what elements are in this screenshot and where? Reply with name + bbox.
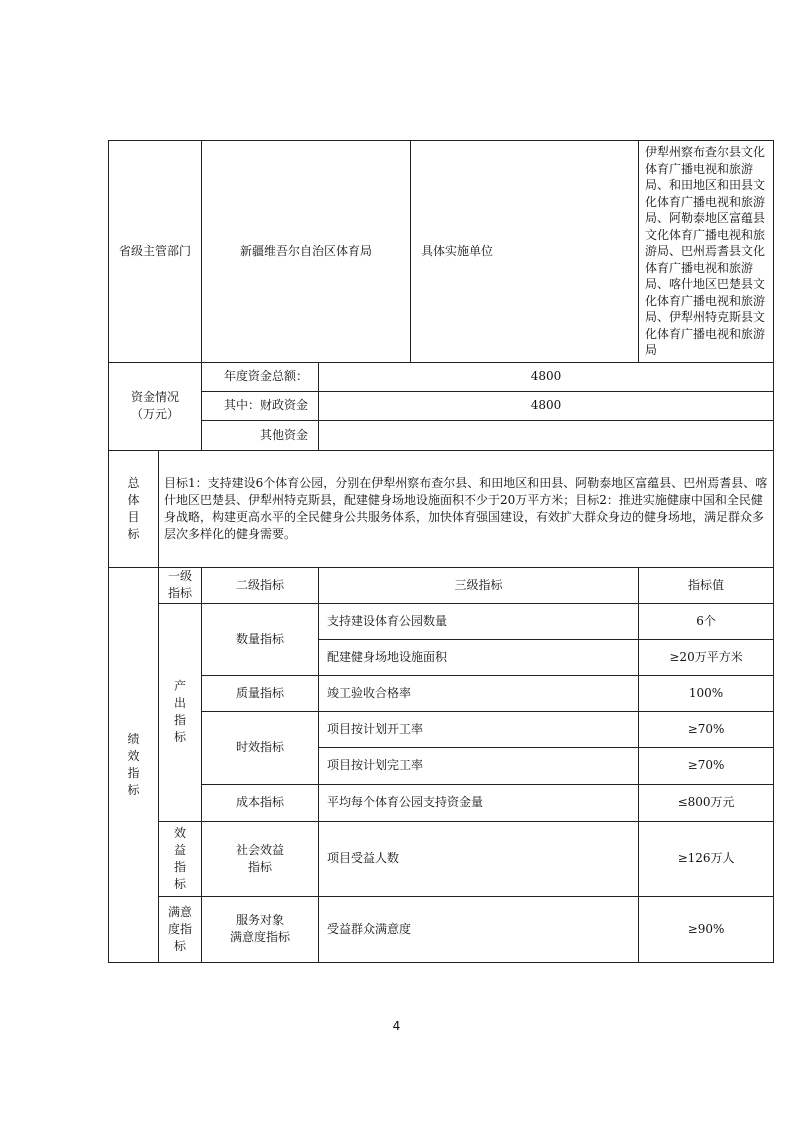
dept-value: 新疆维吾尔自治区体育局 (202, 141, 411, 363)
cost-label: 成本指标 (202, 784, 319, 821)
funds-row-other (109, 420, 774, 450)
perf-label: 绩 效 指 标 (109, 567, 159, 962)
funds-row-fiscal (109, 391, 774, 420)
cost-value: ≤800万元 (639, 784, 774, 821)
funds-row-total (109, 362, 774, 391)
service-satisfaction-item: 受益群众满意度 (319, 896, 639, 962)
funds-fiscal-value: 4800 (319, 391, 774, 420)
social-benefit-label: 社会效益 指标 (202, 821, 319, 896)
perf-header-level2: 二级指标 (202, 567, 319, 603)
output-label: 产 出 指 标 (159, 603, 202, 821)
dept-label: 省级主管部门 (109, 141, 202, 363)
satisfaction-label: 满意 度指 标 (159, 896, 202, 962)
page-number: 4 (392, 1019, 401, 1033)
timeliness-value-1: ≥70% (639, 711, 774, 747)
perf-header-level3: 三级指标 (319, 567, 639, 603)
social-benefit-item: 项目受益人数 (319, 821, 639, 896)
funds-label: 资金情况 （万元） (109, 362, 202, 450)
funds-total-value: 4800 (319, 362, 774, 391)
timeliness-item-2: 项目按计划完工率 (319, 747, 639, 784)
timeliness-item-1: 项目按计划开工率 (319, 711, 639, 747)
funds-other-label: 其他资金 (202, 420, 319, 450)
unit-label: 具体实施单位 (411, 141, 639, 363)
quantity-value-2: ≥20万平方米 (639, 639, 774, 675)
goals-row (109, 450, 774, 567)
quality-value: 100% (639, 675, 774, 711)
timeliness-label: 时效指标 (202, 711, 319, 784)
funds-total-label: 年度资金总额： (202, 362, 319, 391)
header-row (109, 141, 774, 363)
funds-fiscal-label: 其中：财政资金 (202, 391, 319, 420)
table-row (109, 821, 774, 896)
social-benefit-value: ≥126万人 (639, 821, 774, 896)
service-satisfaction-label: 服务对象 满意度指标 (202, 896, 319, 962)
table-row (109, 784, 774, 821)
perf-header-level1: 一级 指标 (159, 567, 202, 603)
goals-label: 总 体 目 标 (109, 450, 159, 567)
perf-header-value: 指标值 (639, 567, 774, 603)
service-satisfaction-value: ≥90% (639, 896, 774, 962)
quantity-value-1: 6个 (639, 603, 774, 639)
table-row (109, 603, 774, 639)
quality-item: 竣工验收合格率 (319, 675, 639, 711)
performance-goal-table (108, 140, 774, 963)
unit-value: 伊犁州察布查尔县文化体育广播电视和旅游局、和田地区和田县文化体育广播电视和旅游局、阿勒泰地区富蕴县文化体育广播电视和旅游局、巴州焉耆县文化体育广播电视和旅游局、喀什地区巴楚县文化体育广播电视和旅游局、伊犁州特克斯县文化体育广播电视和旅游局 (639, 141, 774, 363)
table-row (109, 675, 774, 711)
quality-label: 质量指标 (202, 675, 319, 711)
quantity-label: 数量指标 (202, 603, 319, 675)
perf-header-row (109, 567, 774, 603)
funds-other-value (319, 420, 774, 450)
table-row (109, 896, 774, 962)
cost-item: 平均每个体育公园支持资金量 (319, 784, 639, 821)
table-row (109, 711, 774, 747)
timeliness-value-2: ≥70% (639, 747, 774, 784)
quantity-item-2: 配建健身场地设施面积 (319, 639, 639, 675)
goals-text: 目标1：支持建设6个体育公园，分别在伊犁州察布查尔县、和田地区和田县、阿勒泰地区富蕴县、巴州焉耆县、喀什地区巴楚县、伊犁州特克斯县，配建健身场地设施面积不少于20万平方米；目标2：推进实施健康中国和全民健身战略，构建更高水平的全民健身公共服务体系，加快体育强国建设，有效扩大群众身边的健身场地，满足群众多层次多样化的健身需要。 (159, 450, 774, 567)
quantity-item-1: 支持建设体育公园数量 (319, 603, 639, 639)
benefit-label: 效 益 指 标 (159, 821, 202, 896)
